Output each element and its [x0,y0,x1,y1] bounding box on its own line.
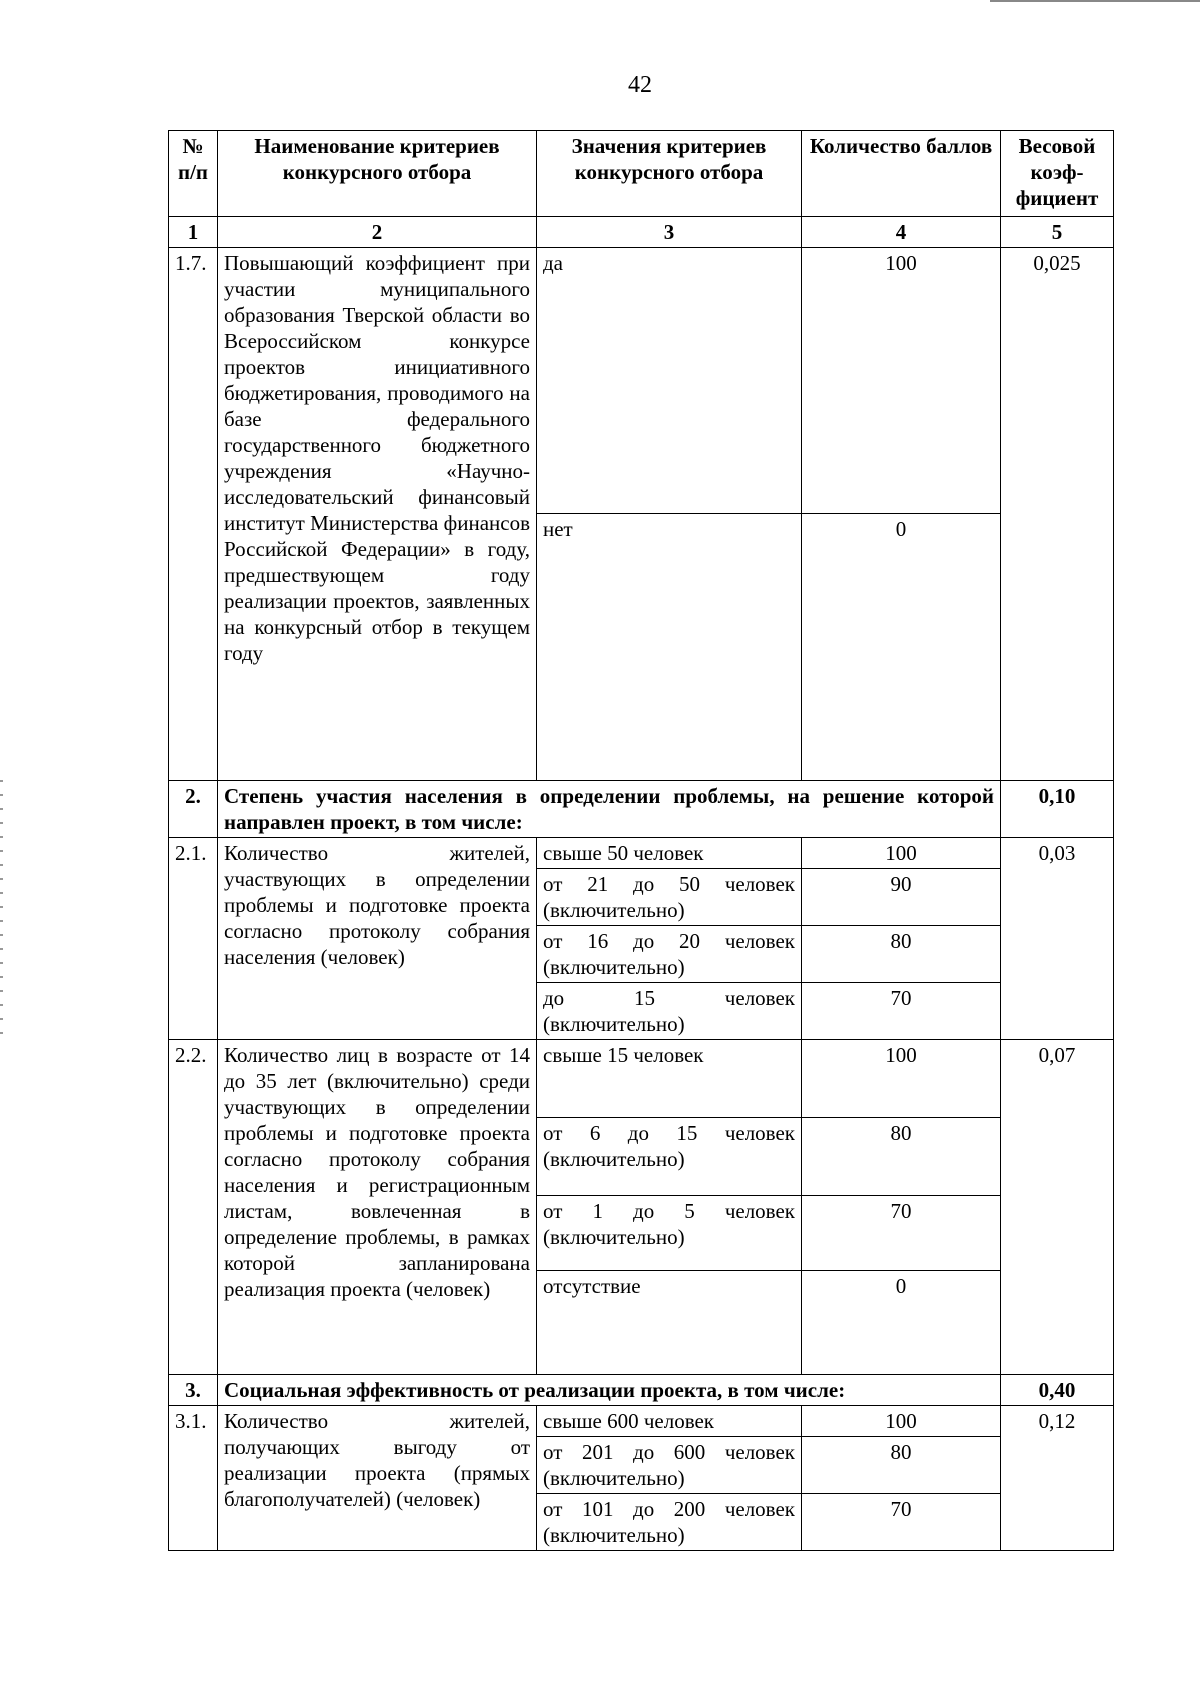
points: 80 [802,926,1001,983]
row-number: 3.1. [169,1406,218,1551]
row-number: 2.2. [169,1040,218,1375]
table-header-row [169,131,1114,217]
table-row [169,838,1114,869]
points: 0 [802,514,1001,781]
points: 80 [802,1437,1001,1494]
table-row [169,1406,1114,1437]
weight: 0,40 [1001,1375,1114,1406]
points: 100 [802,1406,1001,1437]
header-number: № п/п [169,131,218,217]
header-points: Количество баллов [802,131,1001,217]
row-number: 1.7. [169,248,218,781]
column-number: 4 [802,217,1001,248]
weight: 0,10 [1001,781,1114,838]
points: 100 [802,838,1001,869]
scan-edge-line [990,0,1200,2]
criteria-name: Количество жителей, получающих выгоду от реализации проекта (прямых благополучателей) (человек) [218,1406,537,1551]
criteria-value: да [537,248,802,514]
points: 100 [802,1040,1001,1118]
row-number: 3. [169,1375,218,1406]
weight: 0,03 [1001,838,1114,1040]
criteria-value: отсутствие [537,1271,802,1375]
column-number: 3 [537,217,802,248]
criteria-value: до 15 человек (включительно) [537,983,802,1040]
points: 0 [802,1271,1001,1375]
row-number: 2.1. [169,838,218,1040]
criteria-value: от 201 до 600 человек (включительно) [537,1437,802,1494]
points: 100 [802,248,1001,514]
criteria-name: Количество лиц в возрасте от 14 до 35 лет (включительно) среди участвующих в определении проблемы и подготовке проекта согласно протоколу собрания населения и регистрационным листам, вовлеченная в определение проблемы, в рамках которой запланирована реализация проекта (человек) [218,1040,537,1375]
section-title: Социальная эффективность от реализации проекта, в том числе: [218,1375,1001,1406]
criteria-value: свыше 50 человек [537,838,802,869]
table-row [169,248,1114,514]
section-title: Степень участия населения в определении проблемы, на решение которой направлен проект, в том числе: [218,781,1001,838]
criteria-value: от 21 до 50 человек (включительно) [537,869,802,926]
points: 80 [802,1118,1001,1196]
points: 70 [802,1196,1001,1271]
header-criteria-name: Наименование критериев конкурсного отбора [218,131,537,217]
weight: 0,07 [1001,1040,1114,1375]
criteria-value: от 101 до 200 человек (включительно) [537,1494,802,1551]
scan-margin-marks [0,780,3,1040]
column-number: 5 [1001,217,1114,248]
criteria-value: от 16 до 20 человек (включительно) [537,926,802,983]
points: 90 [802,869,1001,926]
criteria-value: от 1 до 5 человек (включительно) [537,1196,802,1271]
weight: 0,025 [1001,248,1114,781]
points: 70 [802,1494,1001,1551]
column-numbers-row [169,217,1114,248]
section-row [169,1375,1114,1406]
column-number: 1 [169,217,218,248]
header-weight: Весовой коэф-фициент [1001,131,1114,217]
table-row [169,1040,1114,1118]
criteria-value: свыше 15 человек [537,1040,802,1118]
criteria-name: Повышающий коэффициент при участии муниципального образования Тверской области во Всероссийском конкурсе проектов инициативного бюджетирования, проводимого на базе федерального государственного бюджетного учреждения «Научно-исследовательский финансовый институт Министерства финансов Российской Федерации» в году, предшествующем году реализации проектов, заявленных на конкурсный отбор в текущем году [218,248,537,781]
weight: 0,12 [1001,1406,1114,1551]
criteria-value: свыше 600 человек [537,1406,802,1437]
criteria-table [168,130,1114,1551]
row-number: 2. [169,781,218,838]
column-number: 2 [218,217,537,248]
criteria-value: от 6 до 15 человек (включительно) [537,1118,802,1196]
points: 70 [802,983,1001,1040]
criteria-value: нет [537,514,802,781]
header-criteria-values: Значения критериев конкурсного отбора [537,131,802,217]
criteria-name: Количество жителей, участвующих в определении проблемы и подготовке проекта согласно протоколу собрания населения (человек) [218,838,537,1040]
section-row [169,781,1114,838]
page-number: 42 [628,72,652,98]
